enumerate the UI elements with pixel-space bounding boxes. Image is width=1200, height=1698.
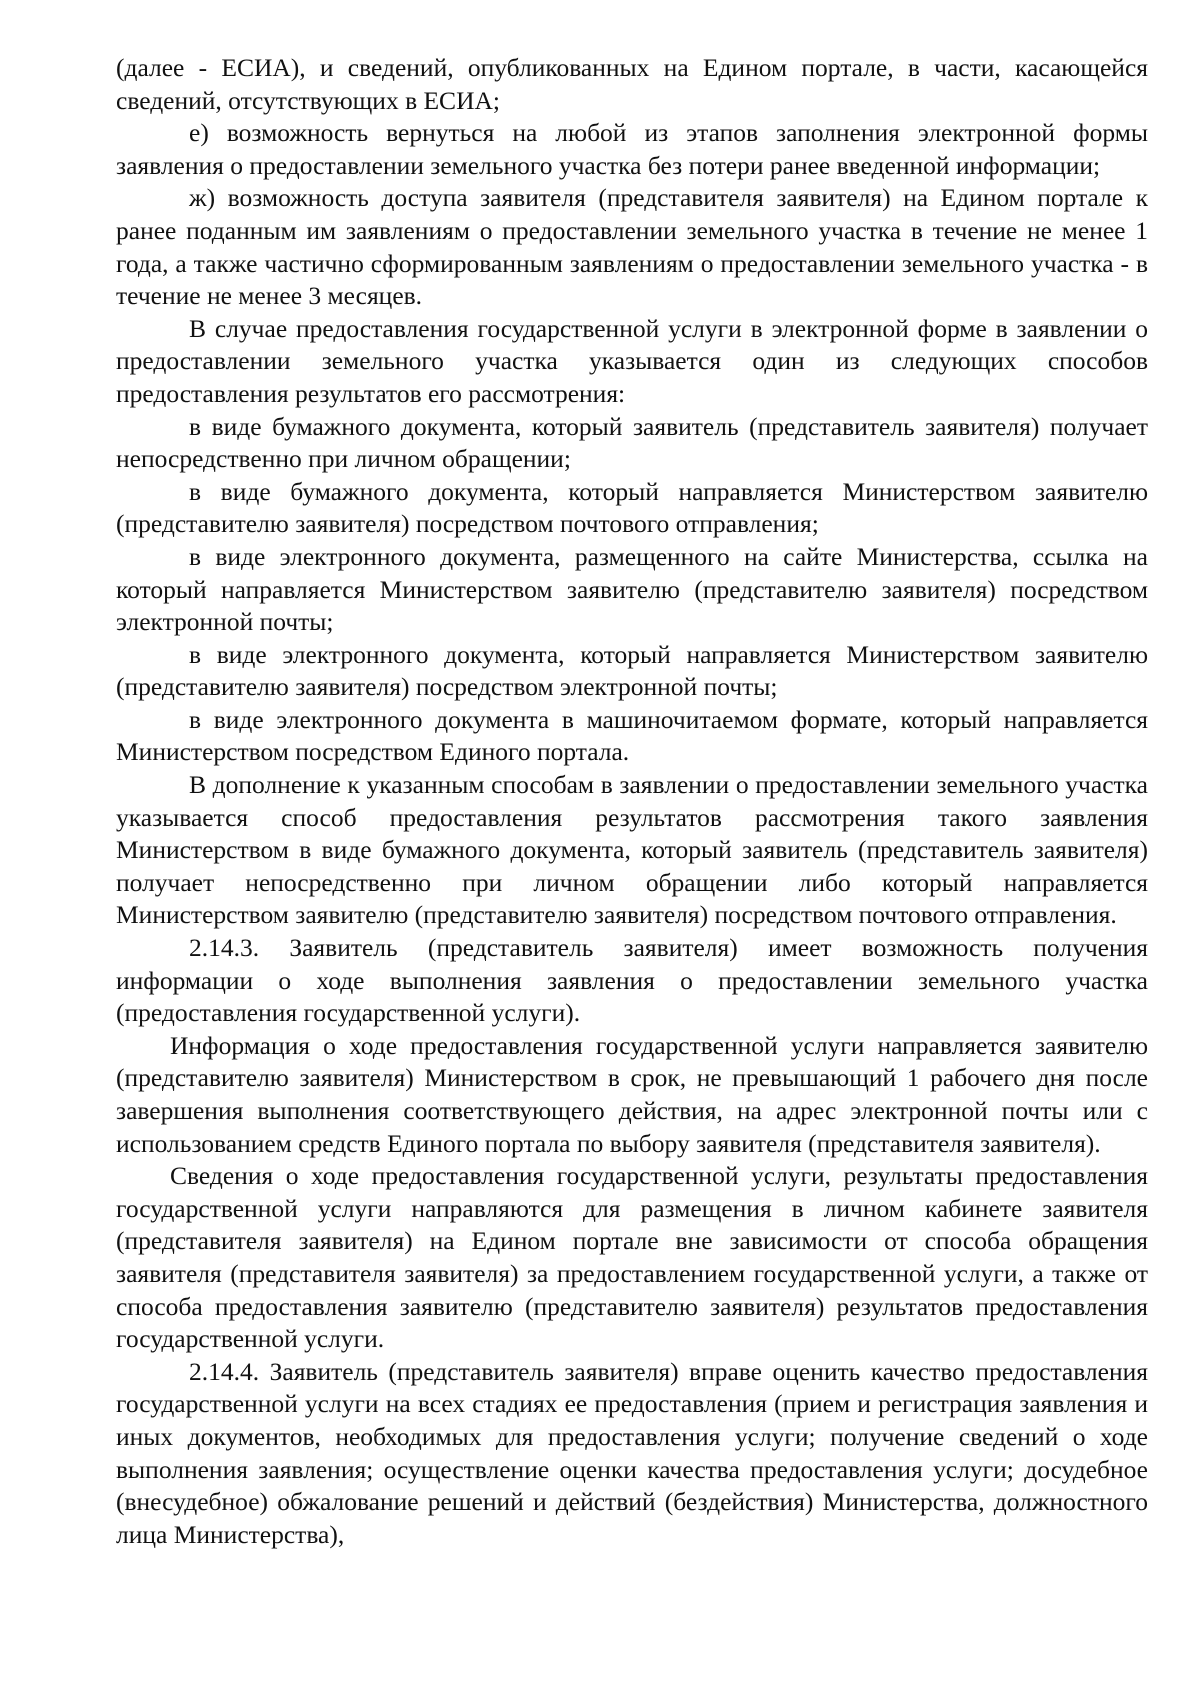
paragraph-progress-info-cabinet: Сведения о ходе предоставления государственной услуги, результаты предоставления государственной услуги направляются для размещения в личном кабинете заявителя (представителя заявителя) на Едином портале вне зависимости от способа обращения заявителя (представителя заявителя) за предоставлением государственной услуги, а также от способа предоставления заявителю (представителю заявителя) результатов предоставления государственной услуги. bbox=[116, 1161, 1148, 1354]
paragraph-electronic-form-methods: В случае предоставления государственной услуги в электронной форме в заявлении о предоставлении земельного участка указывается один из следующих способов предоставления результатов его рассмотрения: bbox=[116, 313, 1148, 408]
paragraph-2-14-4: 2.14.4. Заявитель (представитель заявителя) вправе оценить качество предоставления государственной услуги на всех стадиях ее предоставления (прием и регистрация заявления и иных документов, необходимых для предоставления услуги; получение сведений о ходе выполнения заявления; осуществление оценки качества предоставления услуги; досудебное (внесудебное) обжалование решений и действий (бездействия) Министерства, должностного лица Министерства), bbox=[116, 1356, 1148, 1549]
paragraph-item-zh: ж) возможность доступа заявителя (представителя заявителя) на Едином портале к ранее поданным им заявлениям о предоставлении земельного участка в течение не менее 1 года, а также частично сформированным заявлениям о предоставлении земельного участка - в течение не менее 3 месяцев. bbox=[116, 183, 1148, 311]
document-page bbox=[116, 52, 1148, 1551]
paragraph-esia-continuation: (далее - ЕСИА), и сведений, опубликованных на Едином портале, в части, касающейся сведений, отсутствующих в ЕСИА; bbox=[116, 53, 1148, 115]
paragraph-item-e: е) возможность вернуться на любой из этапов заполнения электронной формы заявления о предоставлении земельного участка без потери ранее введенной информации; bbox=[116, 118, 1148, 180]
paragraph-method-paper-personal: в виде бумажного документа, который заявитель (представитель заявителя) получает непосредственно при личном обращении; bbox=[116, 411, 1148, 474]
paragraph-method-site-link: в виде электронного документа, размещенного на сайте Министерства, ссылка на который направляется Министерством заявителю (представителю заявителя) посредством электронной почты; bbox=[116, 541, 1148, 637]
paragraph-2-14-3: 2.14.3. Заявитель (представитель заявителя) имеет возможность получения информации о ходе выполнения заявления о предоставлении земельного участка (предоставления государственной услуги). bbox=[116, 933, 1148, 1028]
paragraph-method-email: в виде электронного документа, который направляется Министерством заявителю (представителю заявителя) посредством электронной почты; bbox=[116, 639, 1148, 702]
paragraph-additional-method: В дополнение к указанным способам в заявлении о предоставлении земельного участка указывается способ предоставления результатов рассмотрения такого заявления Министерством в виде бумажного документа, который заявитель (представитель заявителя) получает непосредственно при личном обращении либо который направляется Министерством заявителю (представителю заявителя) посредством почтового отправления. bbox=[116, 770, 1148, 930]
paragraph-method-machine-readable: в виде электронного документа в машиночитаемом формате, который направляется Министерством посредством Единого портала. bbox=[116, 704, 1148, 767]
paragraph-progress-info: Информация о ходе предоставления государственной услуги направляется заявителю (представителю заявителя) Министерством в срок, не превышающий 1 рабочего дня после завершения выполнения соответствующего действия, на адрес электронной почты или с использованием средств Единого портала по выбору заявителя (представителя заявителя). bbox=[116, 1030, 1148, 1158]
paragraph-method-paper-mail: в виде бумажного документа, который направляется Министерством заявителю (представителю заявителя) посредством почтового отправления; bbox=[116, 476, 1148, 539]
